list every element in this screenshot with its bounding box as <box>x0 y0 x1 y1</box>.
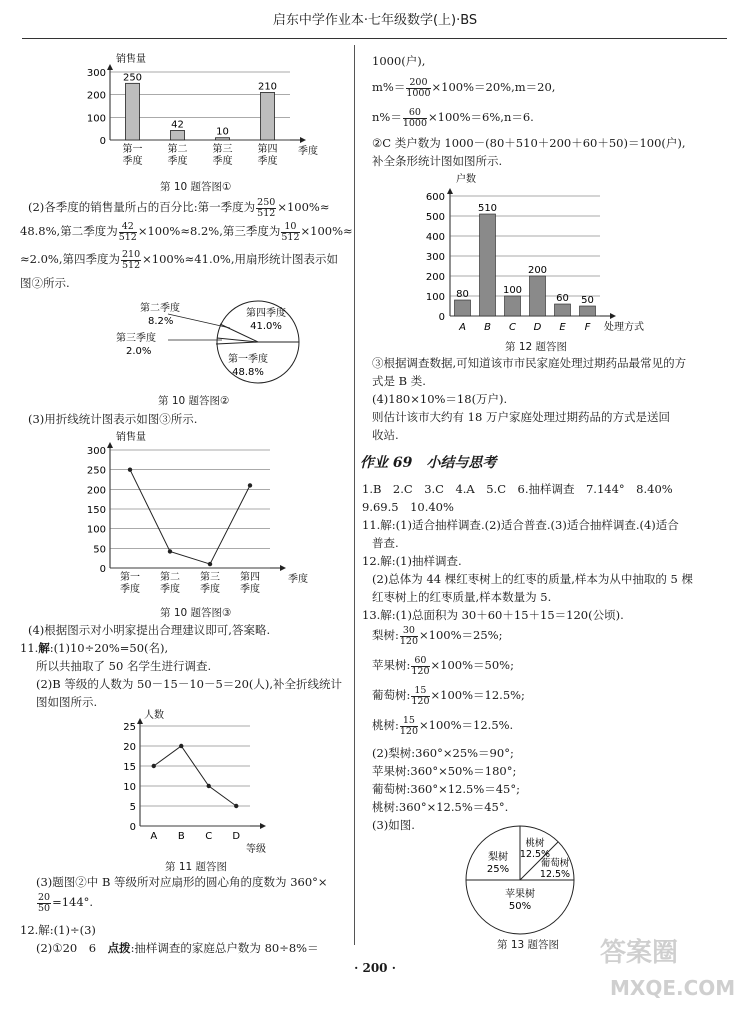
x-axis-arrow <box>280 565 286 571</box>
watermark-logo: 答案圈 <box>600 938 679 968</box>
page-number: · 200 · <box>354 961 396 975</box>
r-line10: 收站. <box>372 428 399 442</box>
text: ×100%≈ <box>277 200 330 214</box>
bar <box>171 130 185 140</box>
x-tick-label: B <box>484 322 491 333</box>
data-label: 80 <box>456 289 469 300</box>
x-tick-label: E <box>559 322 566 333</box>
r-line7: 式是 B 类. <box>372 374 426 388</box>
x-tick-label: 第二 <box>167 144 188 155</box>
chart-12-caption: 第 12 题答图 <box>505 341 568 353</box>
chart-13-caption: 第 13 题答图 <box>497 939 560 951</box>
fraction-200-1000 <box>406 78 430 98</box>
denominator: 512 <box>281 231 300 243</box>
x-tick-label: A <box>150 831 158 842</box>
text: n%＝ <box>372 110 402 124</box>
text: m%＝ <box>372 80 406 94</box>
x-tick-label: 第四 <box>240 572 260 583</box>
x-tick-label: 季度 <box>122 156 143 167</box>
bar <box>126 83 140 140</box>
text: ×100%＝25%; <box>419 628 503 642</box>
pie-sector-line <box>216 342 258 344</box>
fraction-20-50 <box>37 893 51 913</box>
x-tick-label: 第三 <box>212 144 233 155</box>
data-label: 250 <box>122 72 143 84</box>
data-point <box>152 764 156 768</box>
pie-label-li-name: 梨树 <box>488 852 508 863</box>
denominator: 50 <box>38 902 51 914</box>
answers-line1: 1.B 2.C 3.C 4.A 5.C 6.抽样调查 7.144° 8.40% <box>362 482 673 496</box>
data-point <box>168 549 172 553</box>
text: ×100%≈8.2%,第三季度为 <box>137 224 281 238</box>
x-tick-label: 季度 <box>200 584 220 595</box>
text: ×100%≈ <box>300 224 353 238</box>
answers-line4: 普查. <box>372 536 399 550</box>
chart-10-pie <box>100 298 320 393</box>
calc-putao <box>372 686 525 706</box>
para-q11-3-line2 <box>36 893 93 913</box>
x-tick-label: 第一 <box>120 572 140 583</box>
pie-label-q4-name: 第四季度 <box>246 308 286 319</box>
para-q10-2-line4: 图②所示. <box>20 276 70 290</box>
x-tick-label: D <box>232 831 241 842</box>
pie-label-q2-pct: 8.2% <box>148 316 174 327</box>
r-line9: 则估计该市大约有 18 万户家庭处理过期药品的方式是送回 <box>372 410 670 424</box>
denominator: 512 <box>257 207 276 219</box>
chart-11-caption: 第 11 题答图 <box>165 861 228 873</box>
data-label: 10 <box>216 126 229 138</box>
numerator: 60 <box>403 108 427 119</box>
denominator: 120 <box>411 695 430 707</box>
chart-10-bar-plot <box>87 52 318 167</box>
para-q11-line2: 所以共抽取了 50 名学生进行调查. <box>36 659 212 673</box>
pie-label-q1-name: 第一季度 <box>228 354 268 365</box>
text: ×100%＝6%,n＝6. <box>428 110 534 124</box>
pie-leader-line <box>168 314 230 328</box>
text: 48.8%,第二季度为 <box>20 224 118 238</box>
pie-label-q3-pct: 2.0% <box>126 346 152 357</box>
x-tick-label: D <box>533 322 542 333</box>
y-tick-label: 25 <box>123 722 136 733</box>
y-tick-label: 100 <box>425 292 445 303</box>
x-tick-label: 第二 <box>160 572 180 583</box>
y-tick-label: 0 <box>99 564 106 575</box>
text: ≈2.0%,第四季度为 <box>20 252 121 266</box>
numerator: 15 <box>411 686 429 697</box>
fraction-60-1000 <box>403 108 427 128</box>
fraction-60-120 <box>411 656 429 676</box>
y-tick-label: 600 <box>425 192 445 203</box>
denominator: 120 <box>411 665 430 677</box>
pie-label-pingguo-pct: 50% <box>508 901 532 912</box>
para-q10-3: (3)用折线统计图表示如图③所示. <box>28 412 198 426</box>
x-tick-label: 季度 <box>240 584 260 595</box>
pie-label-q1-pct: 48.8% <box>232 367 264 378</box>
numerator: 42 <box>119 222 137 233</box>
data-point <box>179 744 183 748</box>
para-q12-line1: 12.解:(1)÷(3) <box>20 923 96 937</box>
x-tick-label: 第一 <box>122 144 143 155</box>
angle-taoshu: 桃树:360°×12.5%＝45°. <box>372 800 509 814</box>
para-q11-line3: (2)B 等级的人数为 50－15－10－5＝20(人),补全折线统计 <box>36 677 343 691</box>
x-axis-label: 等级 <box>246 844 266 855</box>
pie-label-q4-pct: 41.0% <box>250 321 282 332</box>
pie-label-q3-name: 第三季度 <box>116 333 156 344</box>
para-q12-line2 <box>36 943 319 955</box>
data-label: 50 <box>581 295 594 306</box>
y-tick-label: 100 <box>86 113 106 125</box>
y-tick-label: 100 <box>86 524 106 536</box>
data-label: 60 <box>556 293 569 304</box>
y-axis-label: 户数 <box>456 174 476 185</box>
chart-13-pie <box>462 822 592 937</box>
r-line5: 补全条形统计图如图所示. <box>372 154 503 168</box>
text: ×100%≈41.0%,用扇形统计图表示如 <box>142 252 338 266</box>
x-tick-label: A <box>459 322 466 333</box>
para-q10-2-line3 <box>20 250 338 270</box>
pie-label-li-pct: 25% <box>486 864 510 875</box>
numerator: 10 <box>281 222 299 233</box>
x-axis-arrow <box>300 137 306 143</box>
r-line1: 1000(户), <box>372 54 426 68</box>
y-tick-label: 200 <box>425 272 445 283</box>
pie-label-pingguo-name: 苹果树 <box>505 889 535 900</box>
angle-putao: 葡萄树:360°×12.5%＝45°; <box>372 782 521 796</box>
chart-10-line-plot <box>87 430 308 595</box>
x-tick-label: 季度 <box>167 156 188 167</box>
answers-line5: 12.解:(1)抽样调查. <box>362 554 462 568</box>
data-point <box>207 784 211 788</box>
r-line8: (4)180×10%＝18(万户). <box>372 392 508 406</box>
x-axis-label: 处理方式 <box>604 322 644 333</box>
y-tick-label: 200 <box>86 90 106 102</box>
data-label: 210 <box>257 81 278 93</box>
calc-lishu <box>372 626 502 646</box>
x-tick-label: C <box>205 831 213 842</box>
y-tick-label: 20 <box>123 742 136 753</box>
y-tick-label: 300 <box>425 252 445 263</box>
y-tick-label: 0 <box>438 312 445 323</box>
text: 11. <box>20 641 39 655</box>
fraction-30-120 <box>400 626 418 646</box>
calc-taoshu <box>372 716 513 736</box>
answers-line2: 9.69.5 10.40% <box>362 500 454 514</box>
numerator: 60 <box>411 656 429 667</box>
pie-label-q2-name: 第二季度 <box>140 303 180 314</box>
x-tick-label: F <box>584 322 591 333</box>
text: 桃树: <box>372 718 399 732</box>
y-axis-label: 销售量 <box>116 54 146 65</box>
y-tick-label: 300 <box>86 446 106 457</box>
text: 解 <box>38 641 50 655</box>
x-axis-label: 季度 <box>288 574 308 585</box>
chart-12-bar <box>400 166 680 338</box>
text: :(1)10÷20%=50(名), <box>49 641 169 655</box>
fraction-210-512 <box>121 250 141 270</box>
x-tick-label: C <box>509 322 516 333</box>
y-tick-label: 5 <box>129 802 136 813</box>
fraction-10-512 <box>281 222 299 242</box>
text: 梨树: <box>372 628 399 642</box>
bar <box>530 276 546 316</box>
para-q13-3: (3)如图. <box>372 818 415 832</box>
denominator: 1000 <box>402 117 428 129</box>
text: (2)①20 6 <box>36 941 108 955</box>
y-tick-label: 0 <box>129 822 136 833</box>
text: (2)各季度的销售量所占的百分比:第一季度为 <box>28 200 256 214</box>
denominator: 1000 <box>406 87 431 99</box>
answers-line6: (2)总体为 44 棵红枣树上的红枣的质量,样本为从中抽取的 5 棵 <box>372 572 694 586</box>
y-tick-label: 500 <box>425 212 445 223</box>
denominator: 120 <box>399 725 419 737</box>
data-point <box>208 562 212 566</box>
denominator: 512 <box>118 231 137 243</box>
data-point <box>128 467 132 471</box>
y-tick-label: 200 <box>86 485 106 497</box>
numerator: 15 <box>400 716 418 727</box>
chart-10-bar <box>80 50 330 180</box>
r-line4: ②C 类户数为 1000－(80＋510＋200＋60＋50)＝100(户), <box>372 136 686 150</box>
text: ×100%＝12.5%. <box>419 718 514 732</box>
chart-10-pie-caption: 第 10 题答图② <box>158 395 230 407</box>
text: ×100%＝50%; <box>430 658 514 672</box>
y-axis-label: 销售量 <box>116 432 146 443</box>
calc-pingguo <box>372 656 514 676</box>
data-label: 200 <box>527 265 548 276</box>
y-axis-arrow <box>447 188 453 194</box>
r-line2 <box>372 78 555 98</box>
r-line6: ③根据调查数据,可知道该市市民家庭处理过期药品最常见的方 <box>372 356 687 370</box>
series-line <box>130 470 250 564</box>
text: ×100%＝20%,m＝20, <box>431 80 556 94</box>
para-q10-2-line1 <box>28 198 329 218</box>
bar <box>555 304 571 316</box>
pie-label-tao-pct: 12.5% <box>519 849 551 860</box>
bar <box>216 138 230 140</box>
angle-lishu: (2)梨树:360°×25%＝90°; <box>372 746 514 760</box>
para-q11-line4: 图如图所示. <box>36 695 98 709</box>
text: ×100%＝12.5%; <box>430 688 525 702</box>
text: :抽样调查的家庭总户数为 80÷8%＝ <box>130 941 319 955</box>
para-q10-2-line2 <box>20 222 353 242</box>
page-header: 启东中学作业本·七年级数学(上)·BS <box>272 13 478 28</box>
text: =144°. <box>52 895 94 909</box>
x-tick-label: B <box>177 831 185 842</box>
x-tick-label: 季度 <box>120 584 140 595</box>
x-tick-label: 第三 <box>200 572 220 583</box>
data-label: 42 <box>171 119 184 131</box>
angle-pingguo: 苹果树:360°×50%＝180°; <box>372 764 517 778</box>
x-axis-arrow <box>260 823 266 829</box>
bar <box>455 300 471 316</box>
data-point <box>234 804 238 808</box>
x-tick-label: 第四 <box>257 144 278 155</box>
y-axis-arrow <box>137 718 143 724</box>
chart-12-bar-plot <box>426 172 644 333</box>
bar <box>505 296 521 316</box>
fraction-15-120 <box>411 686 429 706</box>
answers-line8: 13.解:(1)总面积为 30＋60＋15＋15＝120(公顷). <box>362 608 624 622</box>
para-q11-3-line1: (3)题图②中 B 等级所对应扇形的圆心角的度数为 360°× <box>36 875 328 889</box>
x-tick-label: 季度 <box>212 156 233 167</box>
chart-11-line-plot <box>123 708 266 855</box>
series-line <box>154 746 237 806</box>
data-label: 510 <box>477 203 498 214</box>
data-point <box>248 483 252 487</box>
answers-line7: 红枣树上的红枣质量,样本数量为 5. <box>372 590 552 604</box>
text: 葡萄树: <box>372 688 411 702</box>
fraction-42-512 <box>119 222 137 242</box>
y-tick-label: 300 <box>86 68 106 79</box>
pie-label-putao-pct: 12.5% <box>539 869 571 880</box>
pie-label-putao-name: 葡萄树 <box>540 858 570 869</box>
numerator: 30 <box>400 626 418 637</box>
y-tick-label: 15 <box>123 762 136 773</box>
y-axis-label: 人数 <box>144 710 164 721</box>
chart-10-line <box>80 428 330 606</box>
bar <box>261 92 275 140</box>
text: 苹果树: <box>372 658 411 672</box>
r-line3 <box>372 108 534 128</box>
chart-11-line <box>110 708 310 860</box>
y-tick-label: 10 <box>123 782 136 793</box>
para-q10-4: (4)根据图示对小明家提出合理建议即可,答案略. <box>28 623 271 637</box>
bar <box>580 306 596 316</box>
pie-label-tao-name: 桃树 <box>525 838 545 849</box>
numerator: 250 <box>257 197 276 208</box>
y-tick-label: 400 <box>425 232 445 243</box>
y-tick-label: 150 <box>86 505 106 516</box>
x-tick-label: 季度 <box>257 156 278 167</box>
x-axis-label: 季度 <box>298 146 318 157</box>
chart-10-bar-caption: 第 10 题答图① <box>160 181 232 193</box>
y-tick-label: 250 <box>86 465 106 477</box>
answers-line3: 11.解:(1)适合抽样调查.(2)适合普查.(3)适合抽样调查.(4)适合 <box>362 518 679 532</box>
header-rule <box>22 38 727 39</box>
column-divider <box>354 45 355 945</box>
para-q11-line1 <box>20 643 168 655</box>
data-label: 100 <box>502 285 523 296</box>
y-tick-label: 0 <box>99 136 106 147</box>
numerator: 20 <box>38 892 51 903</box>
x-axis-arrow <box>610 313 616 319</box>
text: 点拨 <box>107 941 131 955</box>
y-axis-arrow <box>107 442 113 448</box>
numerator: 210 <box>122 249 141 260</box>
denominator: 120 <box>399 635 419 647</box>
y-tick-label: 50 <box>93 544 106 556</box>
bar <box>480 214 496 316</box>
x-tick-label: 季度 <box>160 584 180 595</box>
chart-10-line-caption: 第 10 题答图③ <box>160 607 232 619</box>
numerator: 200 <box>406 78 430 89</box>
y-axis-arrow <box>107 64 113 70</box>
section-title: 作业 69 小结与思考 <box>360 455 497 471</box>
fraction-250-512 <box>256 198 276 218</box>
watermark-url: MXQE.COM <box>610 976 736 1000</box>
fraction-15-120 <box>400 716 418 736</box>
denominator: 512 <box>122 259 141 271</box>
